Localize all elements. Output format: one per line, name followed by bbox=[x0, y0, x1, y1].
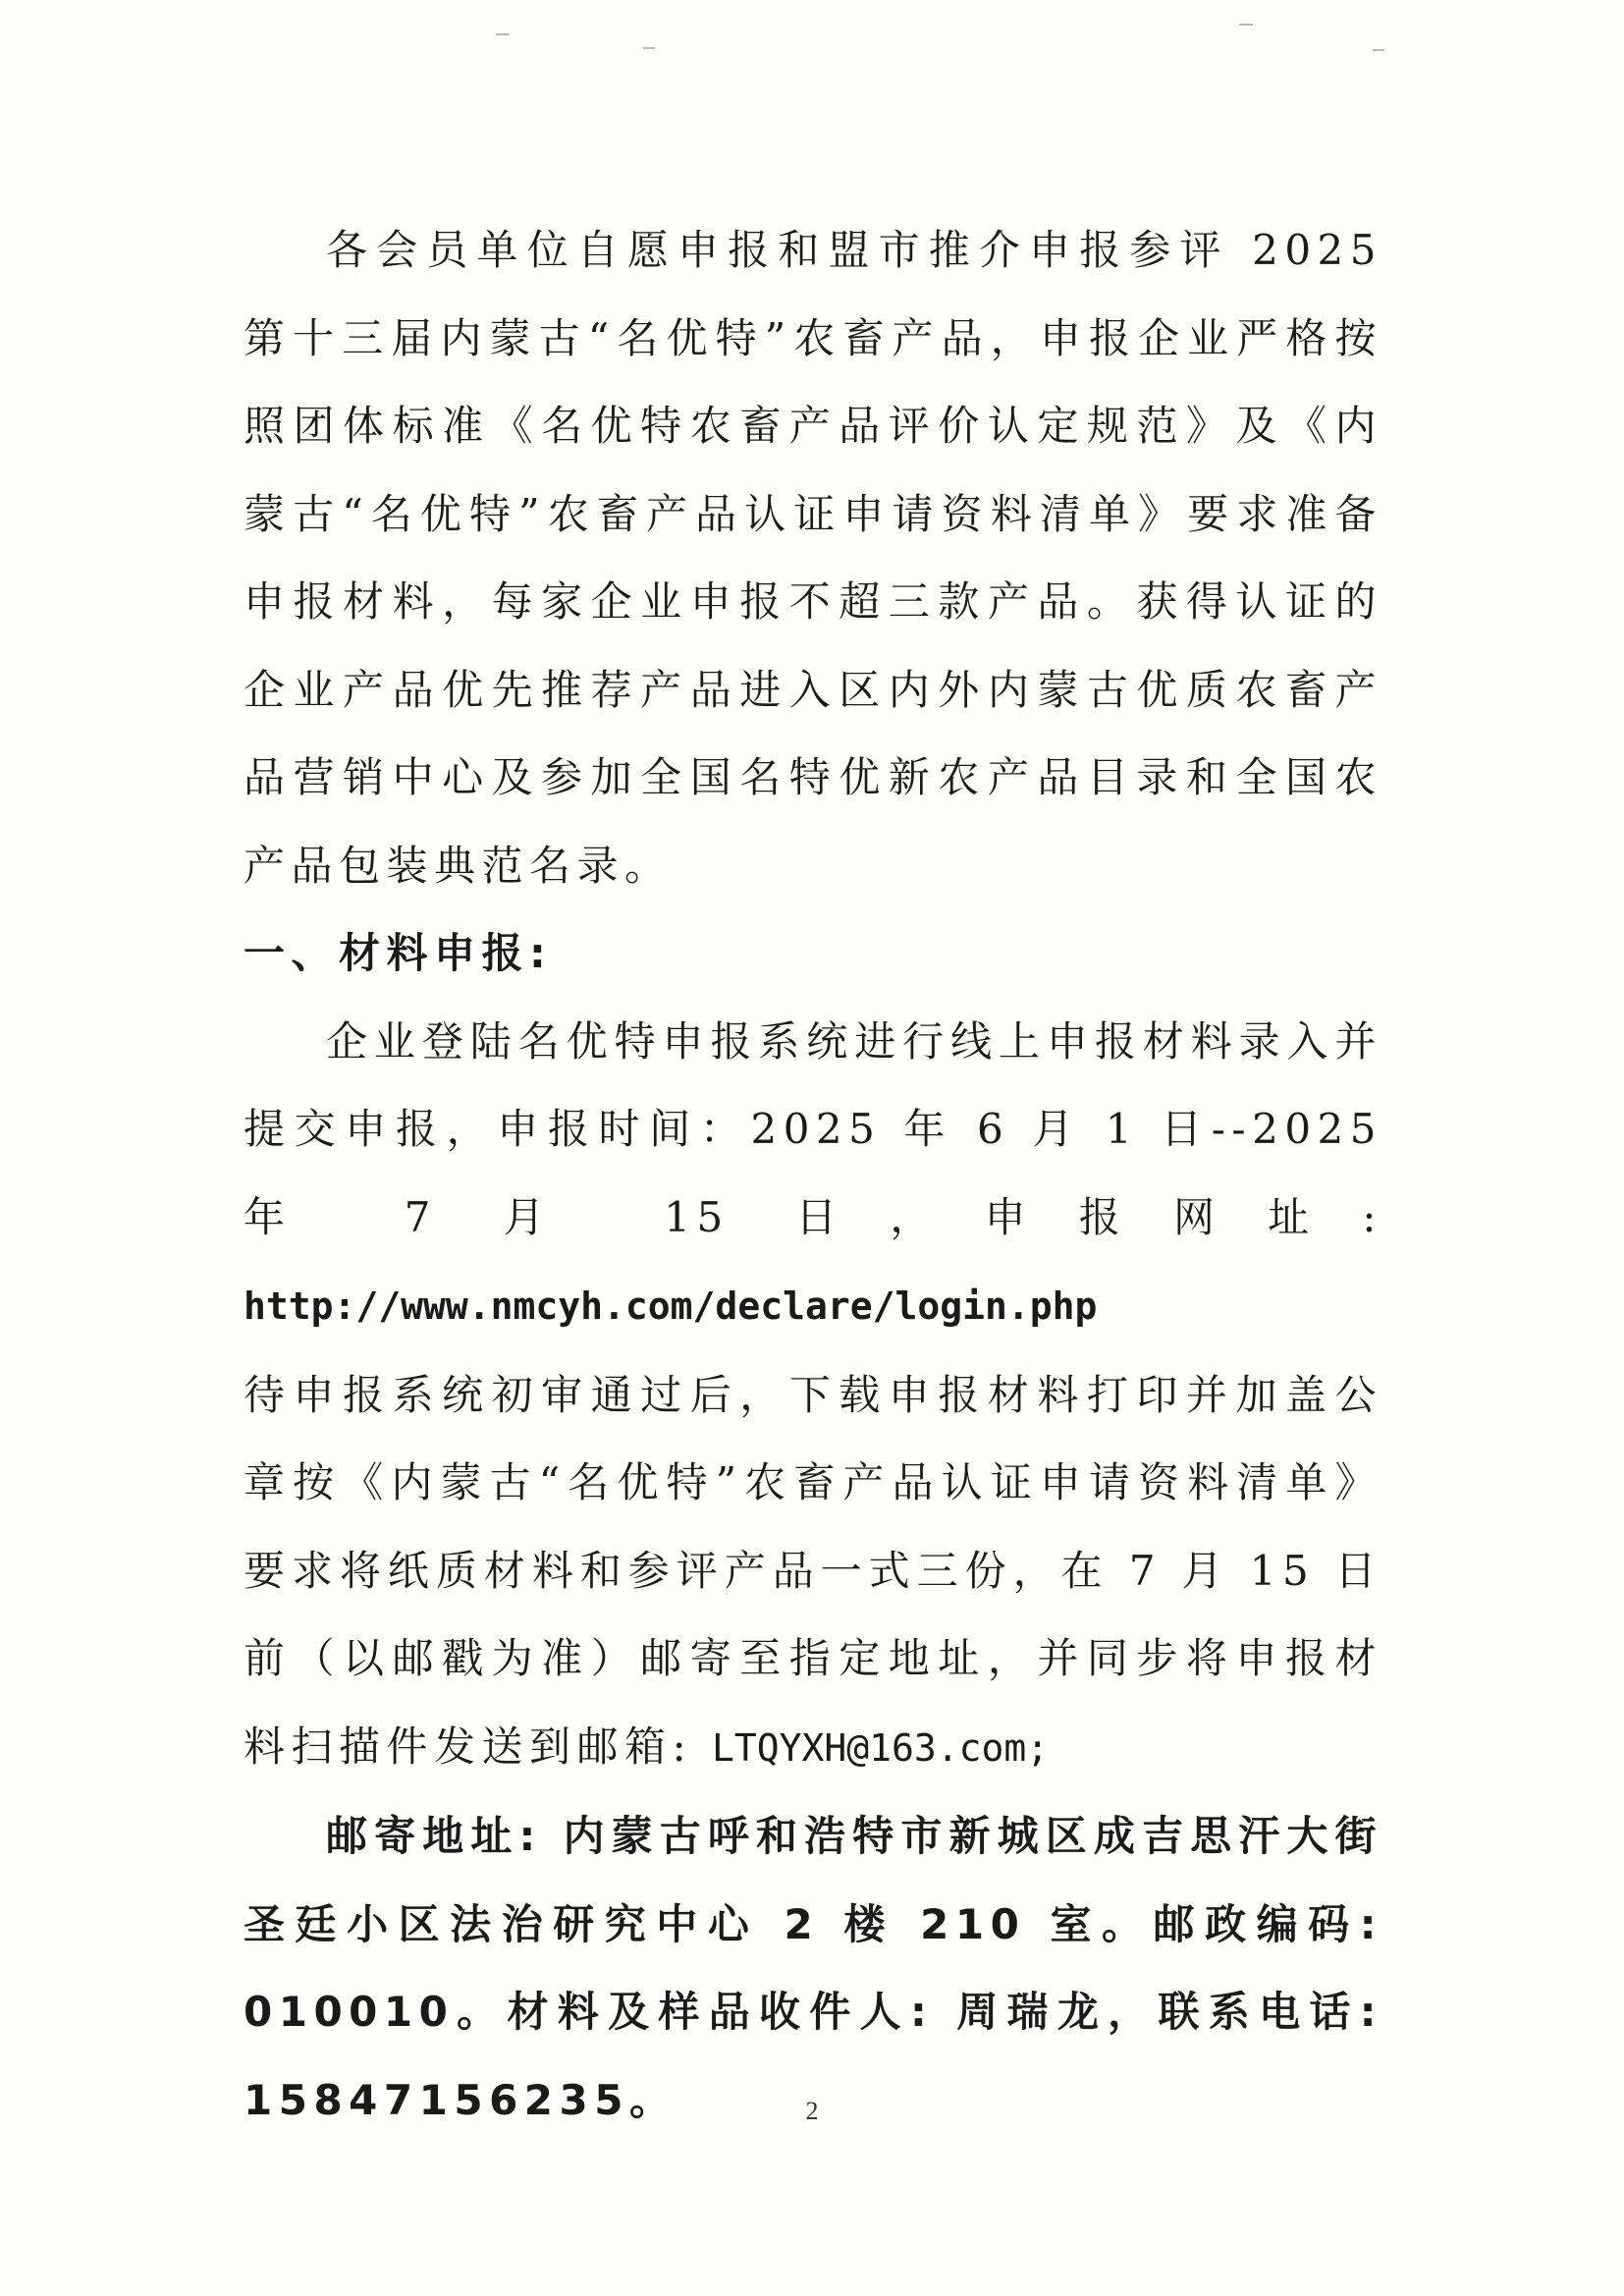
declaration-url: http://www.nmcyh.com/declare/login.php bbox=[244, 1285, 1098, 1328]
scan-artifact-mark bbox=[1373, 49, 1384, 51]
mail-submission-paragraph bbox=[244, 1351, 1382, 1793]
section-heading: 一、材料申报: bbox=[244, 929, 553, 977]
intro-paragraph: 各会员单位自愿申报和盟市推介申报参评 2025 第十三届内蒙古“名优特”农畜产品，申报企业严格按照团体标准《名优特农畜产品评价认定规范》及《内蒙古“名优特”农畜产品认证申请资料清单》要求准备申报材料，每家企业申报不超三款产品。获得认证的企业产品优先推荐产品进入区内外内蒙古优质农畜产品营销中心及参加全国名特优新农产品目录和全国农产品包装典范名录。 bbox=[244, 226, 1382, 890]
online-submission-paragraph bbox=[244, 998, 1382, 1351]
mail-submission-text: 待申报系统初审通过后，下载申报材料打印并加盖公章按《内蒙古“名优特”农畜产品认证申请资料清单》要求将纸质材料和参评产品一式三份，在 7 月 15 日前（以邮戳为准）邮寄至指定地址，并同步将申报材料扫描件发送到邮箱: bbox=[244, 1370, 1382, 1771]
page-number: 2 bbox=[805, 2097, 819, 2125]
mailing-address-paragraph: 邮寄地址: 内蒙古呼和浩特市新城区成吉思汗大街圣廷小区法治研究中心 2 楼 210 室。邮政编码: 010010。材料及样品收件人: 周瑞龙，联系电话: 15847156235。 bbox=[244, 1812, 1382, 2124]
online-submission-text: 企业登陆名优特申报系统进行线上申报材料录入并提交申报，申报时间：2025 年 6 月 1 日--2025 年 7 月 15 日，申报网址: bbox=[244, 1016, 1382, 1241]
scan-artifact-mark bbox=[496, 33, 510, 35]
scan-artifact-mark bbox=[1239, 24, 1253, 26]
scan-artifact-mark bbox=[643, 47, 655, 49]
document-body bbox=[244, 206, 1382, 2144]
submission-email: LTQYXH@163.com; bbox=[712, 1725, 1050, 1770]
